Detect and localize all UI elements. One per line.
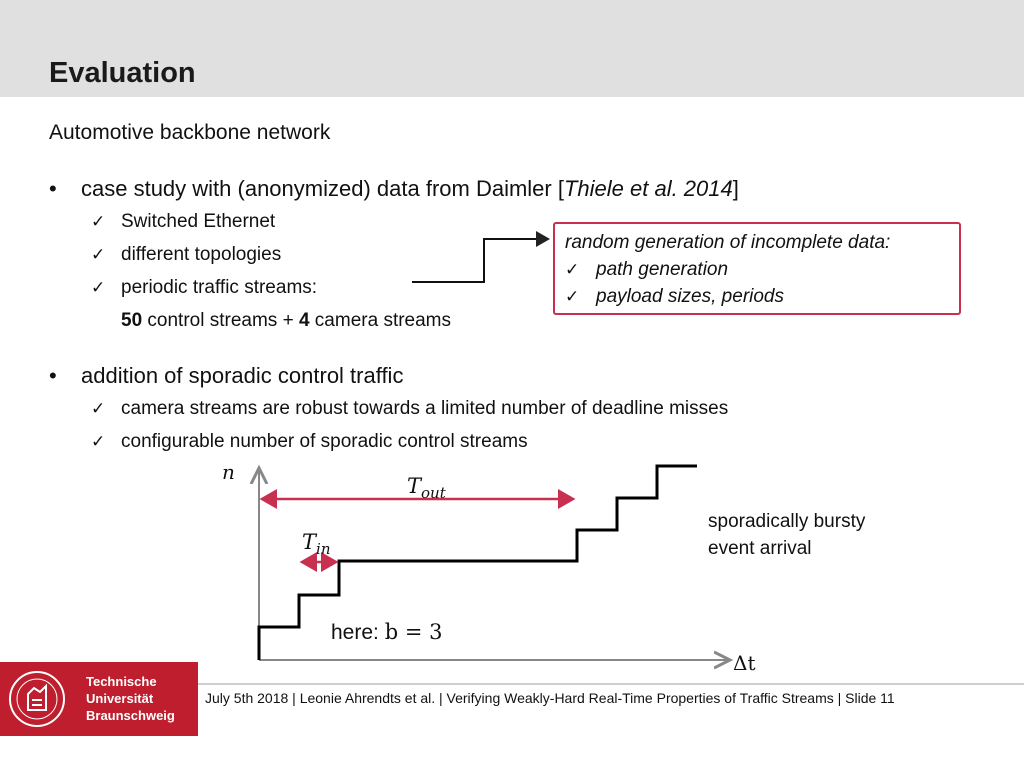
checkmark-icon: ✓ [91,245,106,264]
checkmark-icon: ✓ [91,278,106,297]
stream-counts: 50 control streams + 4 camera streams [121,310,452,331]
check-item: ✓ periodic traffic streams: [91,277,318,298]
university-logo [0,662,198,736]
slide-title: Evaluation [49,57,196,89]
citation: Thiele et al. 2014 [563,176,733,201]
slide-subtitle: Automotive backbone network [49,121,331,144]
check-item: ✓ different topologies [91,244,282,265]
footer-divider [198,683,1024,685]
x-axis-label: Δt [733,651,756,675]
checkmark-icon: ✓ [565,287,580,306]
bullet-text: case study with (anonymized) data from Daimler [ [81,176,564,201]
burst-size-label: here: b = 3 [331,620,443,644]
t-out-label: $T_{out}$ [407,474,446,503]
footer-text: July 5th 2018 | Leonie Ahrendts et al. | Verifying Weakly-Hard Real-Time Properties of Traffic Streams | Slide 11 [205,690,895,706]
seal-icon [8,670,66,728]
checkmark-icon: ✓ [565,260,580,279]
t-in-label: $T_{in}$ [302,530,331,559]
check-item: ✓ Switched Ethernet [91,211,276,232]
y-axis-label: n [222,460,235,484]
checkmark-icon: ✓ [91,432,106,451]
callout-item: ✓ path generation [565,259,729,280]
callout-heading: random generation of incomplete data: [565,232,891,253]
bullet-dot-icon: • [49,363,57,388]
bullet-dot-icon: • [49,176,57,201]
check-item: ✓ camera streams are robust towards a limited number of deadline misses [91,398,729,419]
bullet-text-end: ] [732,176,739,201]
checkmark-icon: ✓ [91,399,106,418]
check-item: ✓ configurable number of sporadic control streams [91,431,528,452]
burst-annotation: sporadically bursty event arrival [708,511,866,559]
university-name: Technische Universität Braunschweig [86,674,175,723]
callout-item: ✓ payload sizes, periods [565,286,784,307]
callout-connector [412,239,548,282]
checkmark-icon: ✓ [91,212,106,231]
bullet-sporadic: • addition of sporadic control traffic [49,363,404,388]
